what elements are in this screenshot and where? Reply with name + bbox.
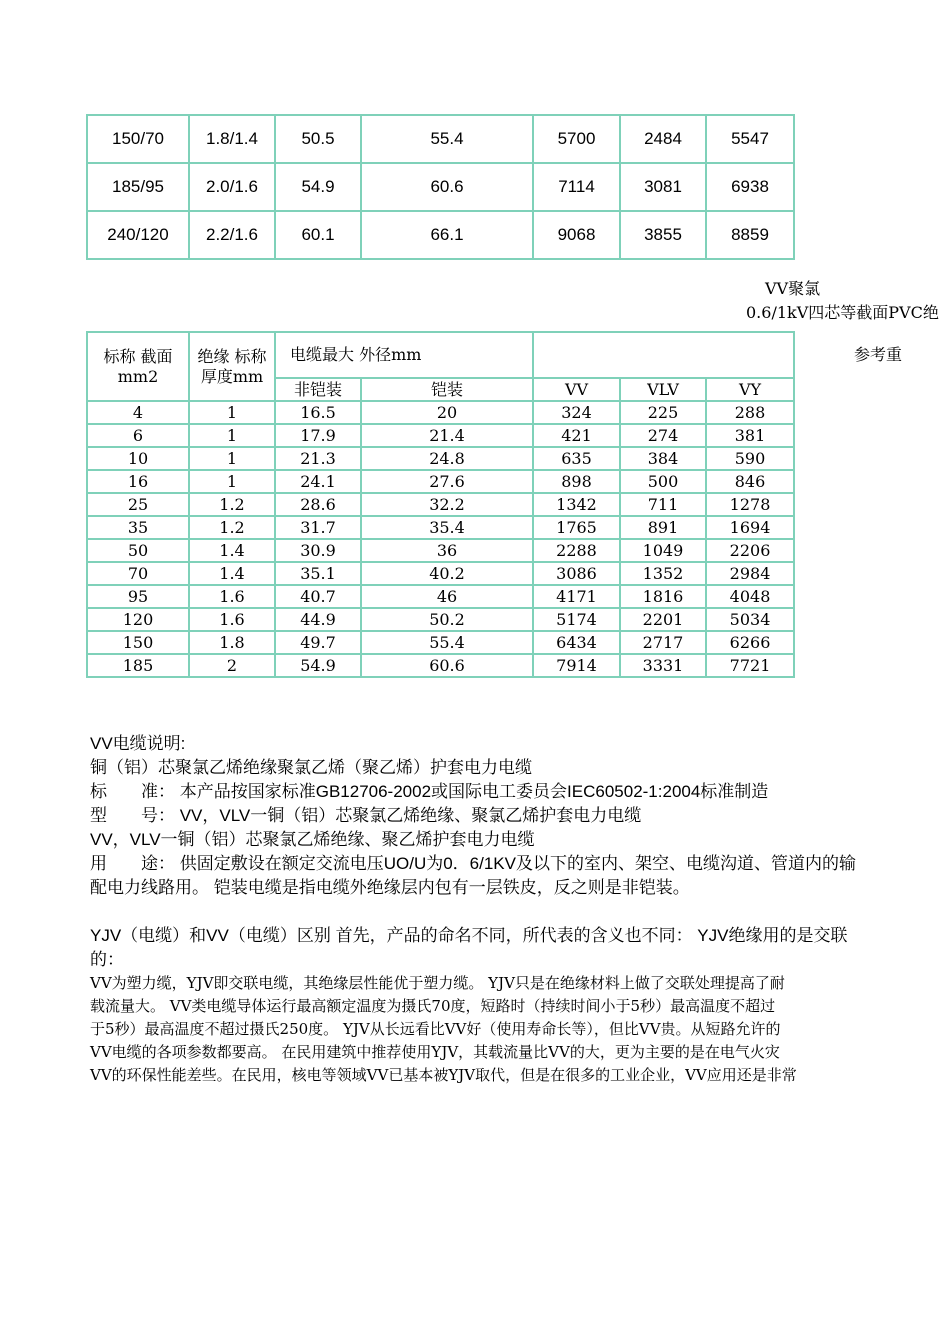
table-cell: 1 (189, 401, 275, 424)
table-cell: 1.8/1.4 (189, 115, 275, 163)
table-cell: 32.2 (361, 493, 533, 516)
table-cell: 16.5 (275, 401, 361, 424)
table-cell: 4048 (706, 585, 794, 608)
table-cell: 1278 (706, 493, 794, 516)
description-lines (90, 756, 856, 900)
table-cell: 711 (620, 493, 706, 516)
table-row (87, 608, 794, 631)
table-cell: 50.2 (361, 608, 533, 631)
table-cell: 60.6 (361, 163, 533, 211)
table-cell: 1352 (620, 562, 706, 585)
table-cell: 21.3 (275, 447, 361, 470)
table-cell: 30.9 (275, 539, 361, 562)
table-cell: 1.6 (189, 585, 275, 608)
table-cell: 185/95 (87, 163, 189, 211)
table-row (87, 470, 794, 493)
header-vy: VY (706, 378, 794, 401)
table-cell: 384 (620, 447, 706, 470)
table-cell: 1.8 (189, 631, 275, 654)
table-cell: 35 (87, 516, 189, 539)
table-cell: 120 (87, 608, 189, 631)
table-row (87, 424, 794, 447)
header-vlv: VLV (620, 378, 706, 401)
table-cell: 240/120 (87, 211, 189, 259)
detail-line: 于5秒）最高温度不超过摄氏250度。 YJV从长远看比VV好（使用寿命长等），但比VV贵。从短路允许的 (90, 1020, 781, 1038)
table-row (87, 654, 794, 677)
table-cell: 60.6 (361, 654, 533, 677)
table-cell: 3086 (533, 562, 620, 585)
table-cell: 225 (620, 401, 706, 424)
description-line: 型 号： VV，VLV一铜（铝）芯聚氯乙烯绝缘、聚氯乙烯护套电力电缆 (90, 806, 642, 825)
table-cell: 891 (620, 516, 706, 539)
table-row (87, 447, 794, 470)
table-cell: 2 (189, 654, 275, 677)
table-cell: 1 (189, 470, 275, 493)
header-section: 标称 截面mm2 (87, 332, 189, 401)
description-title: VV电缆说明: (90, 734, 186, 753)
table-cell: 846 (706, 470, 794, 493)
header-unarmored: 非铠装 (275, 378, 361, 401)
cable-spec-table-upper (86, 114, 795, 260)
table-cell: 24.1 (275, 470, 361, 493)
table-row (87, 631, 794, 654)
detail-line: VV电缆的各项参数都要高。 在民用建筑中推荐使用YJV，其载流量比VV的大，更为主要的是在电气火灾 (90, 1043, 780, 1061)
table-cell: 6 (87, 424, 189, 447)
table-cell: 2484 (620, 115, 706, 163)
table-cell: 150/70 (87, 115, 189, 163)
table-cell: 2717 (620, 631, 706, 654)
table-cell: 54.9 (275, 654, 361, 677)
table-cell: 50 (87, 539, 189, 562)
table-cell: 46 (361, 585, 533, 608)
table-row (87, 211, 794, 259)
table-cell: 5034 (706, 608, 794, 631)
table-cell: 2.2/1.6 (189, 211, 275, 259)
table-cell: 6266 (706, 631, 794, 654)
table-row (87, 516, 794, 539)
header-weight (533, 332, 903, 378)
description-line: VV，VLV一铜（铝）芯聚氯乙烯绝缘、聚乙烯护套电力电缆 (90, 830, 535, 849)
vv-cable-spec-table (86, 331, 903, 678)
table-caption-line1: VV聚氯 (765, 279, 821, 298)
table-row (87, 401, 794, 424)
detail-line: VV的环保性能差些。在民用，核电等领域VV已基本被YJV取代，但是在很多的工业企业，VV应用还是非常 (90, 1066, 797, 1084)
table-cell: 2288 (533, 539, 620, 562)
table-cell: 20 (361, 401, 533, 424)
table-cell: 2206 (706, 539, 794, 562)
table-cell: 55.4 (361, 115, 533, 163)
table-cell: 2.0/1.6 (189, 163, 275, 211)
table-row (87, 539, 794, 562)
table-cell: 40.2 (361, 562, 533, 585)
table-row (87, 562, 794, 585)
table-cell: 1816 (620, 585, 706, 608)
header-weight-label: 参考重 (854, 345, 903, 364)
table-cell: 66.1 (361, 211, 533, 259)
table-cell: 24.8 (361, 447, 533, 470)
table-cell: 35.1 (275, 562, 361, 585)
table-cell: 7114 (533, 163, 620, 211)
table-cell: 10 (87, 447, 189, 470)
comparison-detail-lines (90, 972, 856, 1087)
table-cell: 9068 (533, 211, 620, 259)
table-cell: 150 (87, 631, 189, 654)
table-cell: 1694 (706, 516, 794, 539)
table-cell: 381 (706, 424, 794, 447)
description-line: 标 准： 本产品按国家标准GB12706-2002或国际电工委员会IEC60502-1:2004标准制造 (90, 782, 769, 801)
table-row (87, 115, 794, 163)
detail-line: 载流量大。 VV类电缆导体运行最高额定温度为摄氏70度，短路时（持续时间小于5秒）最高温度不超过 (90, 997, 776, 1015)
table-cell: 421 (533, 424, 620, 447)
table-cell: 635 (533, 447, 620, 470)
table-cell: 16 (87, 470, 189, 493)
table-cell: 274 (620, 424, 706, 447)
table-cell: 5700 (533, 115, 620, 163)
comparison-line: 的： (90, 950, 124, 969)
table-cell: 898 (533, 470, 620, 493)
table-row (87, 163, 794, 211)
header-diameter: 电缆最大 外径mm (275, 332, 533, 378)
table-cell: 28.6 (275, 493, 361, 516)
header-armored: 铠装 (361, 378, 533, 401)
table-cell: 55.4 (361, 631, 533, 654)
table-cell: 590 (706, 447, 794, 470)
table-cell: 5174 (533, 608, 620, 631)
description-line: 配电力线路用。 铠装电缆是指电缆外绝缘层内包有一层铁皮，反之则是非铠装。 (90, 878, 690, 897)
table-cell: 1.6 (189, 608, 275, 631)
table-caption-line2: 0.6/1kV四芯等截面PVC绝 (746, 303, 939, 322)
table-cell: 17.9 (275, 424, 361, 447)
table-cell: 60.1 (275, 211, 361, 259)
header-vv: VV (533, 378, 620, 401)
table-cell: 31.7 (275, 516, 361, 539)
table-cell: 1049 (620, 539, 706, 562)
header-insulation: 绝缘 标称 厚度mm (189, 332, 275, 401)
table-cell: 1 (189, 424, 275, 447)
table-cell: 324 (533, 401, 620, 424)
table-cell: 27.6 (361, 470, 533, 493)
table-cell: 6434 (533, 631, 620, 654)
table-cell: 1.2 (189, 516, 275, 539)
table-cell: 1342 (533, 493, 620, 516)
comparison-lines (90, 924, 856, 972)
table-cell: 2201 (620, 608, 706, 631)
table-cell: 70 (87, 562, 189, 585)
table-cell: 7721 (706, 654, 794, 677)
description-section (90, 732, 856, 1087)
description-line: 铜（铝）芯聚氯乙烯绝缘聚氯乙烯（聚乙烯）护套电力电缆 (90, 758, 532, 777)
table-cell: 21.4 (361, 424, 533, 447)
table-cell: 40.7 (275, 585, 361, 608)
table-cell: 25 (87, 493, 189, 516)
table-cell: 3855 (620, 211, 706, 259)
table-cell: 1765 (533, 516, 620, 539)
table-cell: 185 (87, 654, 189, 677)
detail-line: VV为塑力缆，YJV即交联电缆，其绝缘层性能优于塑力缆。 YJV只是在绝缘材料上做了交联处理提高了耐 (90, 974, 785, 992)
table-cell: 50.5 (275, 115, 361, 163)
table-cell: 44.9 (275, 608, 361, 631)
table-row (87, 585, 794, 608)
table-cell: 4 (87, 401, 189, 424)
table-cell: 54.9 (275, 163, 361, 211)
table-cell: 500 (620, 470, 706, 493)
table-cell: 8859 (706, 211, 794, 259)
table-cell: 7914 (533, 654, 620, 677)
table-cell: 49.7 (275, 631, 361, 654)
table-cell: 3081 (620, 163, 706, 211)
table-cell: 35.4 (361, 516, 533, 539)
table-cell: 1.2 (189, 493, 275, 516)
table-cell: 2984 (706, 562, 794, 585)
comparison-line: YJV（电缆）和VV（电缆）区别 首先，产品的命名不同，所代表的含义也不同： YJV绝缘用的是交联 (90, 926, 848, 945)
description-line: 用 途： 供固定敷设在额定交流电压UO/U为0．6/1KV及以下的室内、架空、电缆沟道、管道内的输 (90, 854, 856, 873)
table-cell: 36 (361, 539, 533, 562)
table-row (87, 493, 794, 516)
table-cell: 6938 (706, 163, 794, 211)
table-cell: 1.4 (189, 539, 275, 562)
table-cell: 95 (87, 585, 189, 608)
table-cell: 3331 (620, 654, 706, 677)
table-cell: 4171 (533, 585, 620, 608)
table-cell: 288 (706, 401, 794, 424)
table-cell: 1.4 (189, 562, 275, 585)
table-cell: 5547 (706, 115, 794, 163)
table-cell: 1 (189, 447, 275, 470)
